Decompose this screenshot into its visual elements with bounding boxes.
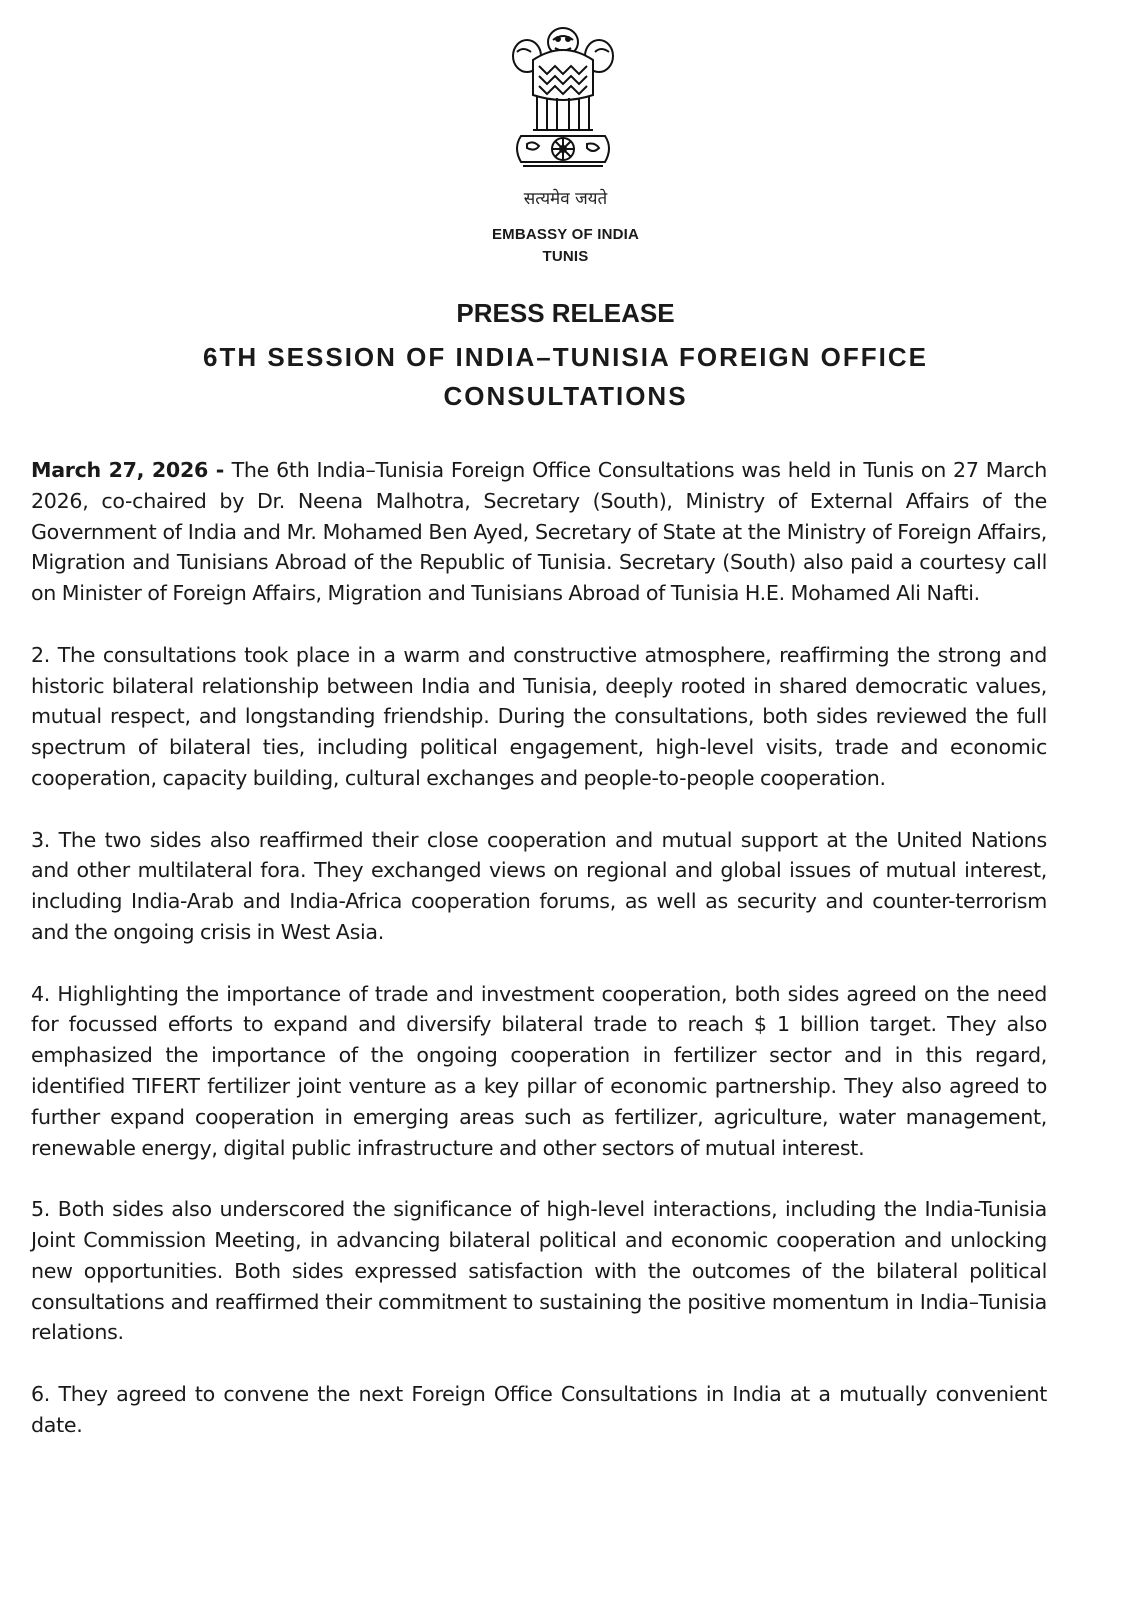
embassy-name	[0, 224, 1131, 268]
paragraph-6: 6. They agreed to convene the next Foreign Office Consultations in India at a mutually convenient date.	[31, 1381, 1047, 1437]
national-emblem-icon	[503, 20, 623, 180]
date-separator: -	[208, 458, 232, 482]
press-release-body	[31, 455, 1047, 1471]
document-label: PRESS RELEASE	[456, 298, 675, 328]
paragraph-5: 5. Both sides also underscored the significance of high-level interactions, including the India-Tunisia Joint Commission Meeting, in advancing bilateral political and economic cooperation and unlocking new opportunities. Both sides expressed satisfaction with the outcomes of the bilateral political consultations and reaffirmed their commitment to sustaining the positive momentum in India–Tunisia relations.	[31, 1197, 1047, 1345]
embassy-line-1: EMBASSY OF INDIA	[491, 226, 640, 243]
title-line-2: CONSULTATIONS	[443, 381, 688, 411]
paragraph-4: 4. Highlighting the importance of trade and investment cooperation, both sides agreed on the need for focussed efforts to expand and diversify bilateral trade to reach $ 1 billion target. They also emphasized the importance of the ongoing cooperation in fertilizer sector and in this regard, identified TIFERT fertilizer joint venture as a key pillar of economic partnership. They also agreed to further expand cooperation in emerging areas such as fertilizer, agriculture, water management, renewable energy, digital public infrastructure and other sectors of mutual interest.	[31, 981, 1047, 1160]
document-title	[0, 338, 1131, 416]
embassy-line-2: TUNIS	[542, 248, 589, 265]
release-date: March 27, 2026	[31, 458, 208, 482]
paragraph-1-text: The 6th India–Tunisia Foreign Office Consultations was held in Tunis on 27 March 2026, co-chaired by Dr. Neena Malhotra, Secretary (South), Ministry of External Affairs of the Government of India and Mr. Mohamed Ben Ayed, Secretary of State at the Ministry of Foreign Affairs, Migration and Tunisians Abroad of the Republic of Tunisia. Secretary (South) also paid a courtesy call on Minister of Foreign Affairs, Migration and Tunisians Abroad of Tunisia H.E. Mohamed Ali Nafti.	[31, 458, 1047, 606]
title-line-1: 6TH SESSION OF INDIA–TUNISIA FOREIGN OFFICE	[203, 342, 928, 372]
paragraph-1	[31, 455, 1047, 609]
paragraph-3: 3. The two sides also reaffirmed their close cooperation and mutual support at the United Nations and other multilateral fora. They exchanged views on regional and global issues of mutual interest, including India-Arab and India-Africa cooperation forums, as well as security and counter-terrorism and the ongoing crisis in West Asia.	[31, 827, 1047, 944]
paragraph-2: 2. The consultations took place in a warm and constructive atmosphere, reaffirming the strong and historic bilateral relationship between India and Tunisia, deeply rooted in shared democratic values, mutual respect, and longstanding friendship. During the consultations, both sides reviewed the full spectrum of bilateral ties, including political engagement, high-level visits, trade and economic cooperation, capacity building, cultural exchanges and people-to-people cooperation.	[31, 642, 1047, 790]
national-motto: सत्यमेव जयते	[523, 189, 608, 209]
